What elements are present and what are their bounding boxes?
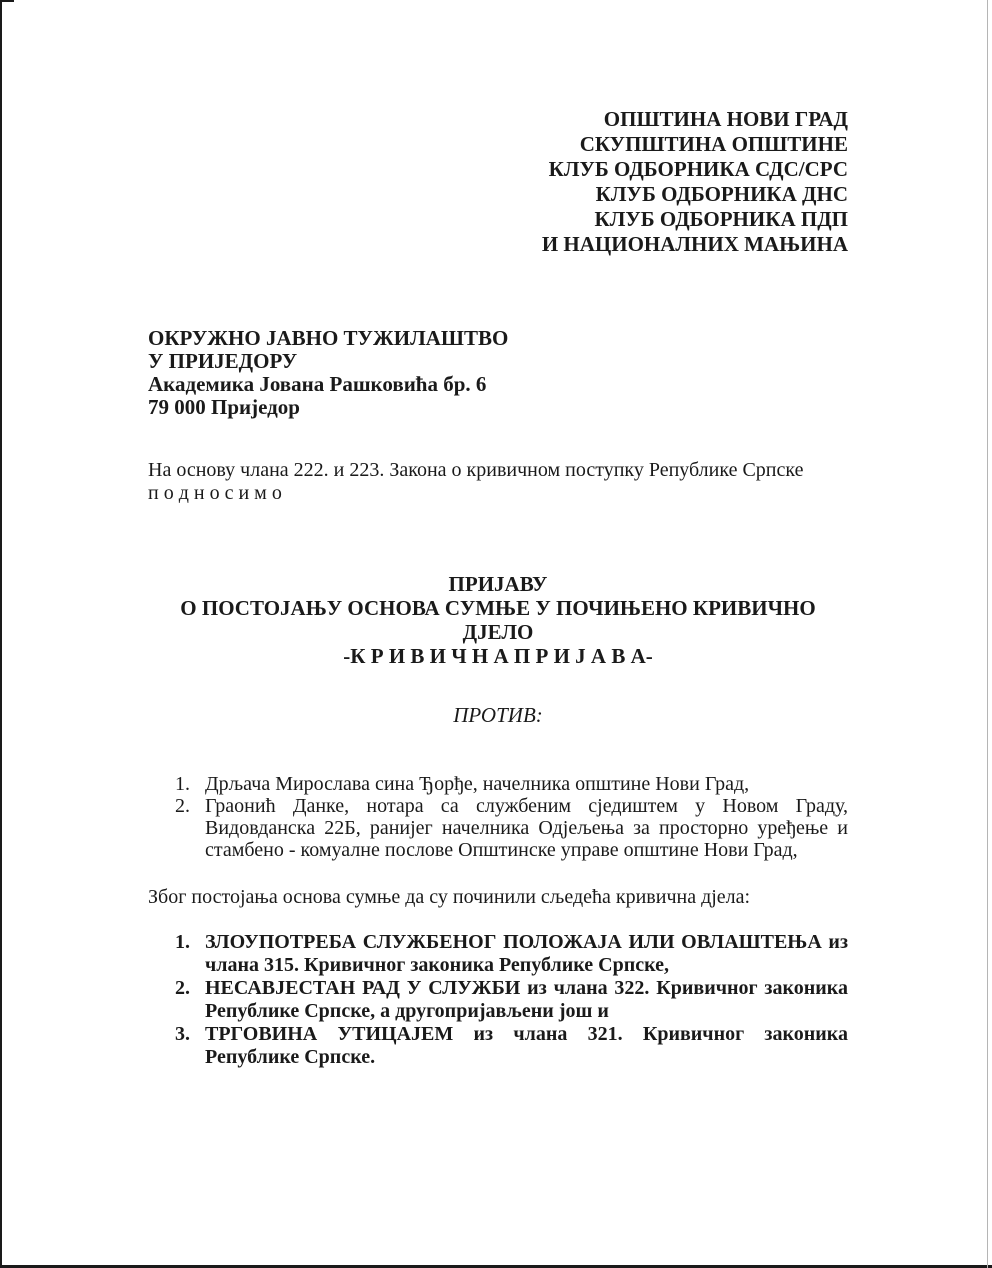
recipient-line: Академика Јована Рашковића бр. 6	[148, 372, 487, 396]
offense-item	[175, 931, 848, 977]
sender-line: ОПШТИНА НОВИ ГРАД	[603, 107, 848, 131]
offense-item-number: 3.	[175, 1023, 190, 1045]
offense-item-text: ЗЛОУПОТРЕБА СЛУЖБЕНОГ ПОЛОЖАЈА ИЛИ ОВЛАШТЕЊА из члана 315. Кривичног законика Републике Српске,	[205, 931, 848, 976]
accused-item-text: Дрљача Мирослава сина Ђорђе, начелника општине Нови Град,	[205, 773, 750, 795]
recipient-line: ОКРУЖНО ЈАВНО ТУЖИЛАШТВО	[148, 326, 509, 350]
offense-item-text: НЕСАВЈЕСТАН РАД У СЛУЖБИ из члана 322. Кривичног законика Републике Српске, а другопријављени још и	[205, 977, 848, 1022]
against-heading: ПРОТИВ:	[453, 703, 543, 727]
page-right-edge-line	[987, 0, 988, 1268]
accused-item-number: 1.	[175, 773, 190, 795]
criminal-offenses-list	[175, 931, 848, 1069]
accused-item-text: Граонић Данке, нотара са службеним сједиштем у Новом Граду, Видовданска 22Б, ранијег начелника Одјељења за просторно уређење и стамбено - комуалне послове Општинске управе општине Нови Град,	[205, 795, 848, 861]
recipient-line: 79 000 Приједор	[148, 395, 300, 419]
title-line: О ПОСТОЈАЊУ ОСНОВА СУМЊЕ У ПОЧИЊЕНО КРИВИЧНО ДЈЕЛО	[180, 596, 816, 644]
sender-header-block	[542, 107, 848, 257]
legal-basis-submit-word: п о д н о с и м о	[148, 482, 282, 504]
recipient-line: У ПРИЈЕДОРУ	[148, 349, 298, 373]
offense-item	[175, 977, 848, 1023]
sender-line: СКУПШТИНА ОПШТИНЕ	[579, 132, 848, 156]
sender-line: КЛУБ ОДБОРНИКА СДС/СРС	[548, 157, 848, 181]
accused-item-number: 2.	[175, 795, 190, 817]
offense-item-text: ТРГОВИНА УТИЦАЈЕМ из члана 321. Кривичног законика Републике Српске.	[205, 1023, 848, 1068]
offense-item-number: 2.	[175, 977, 190, 999]
accused-item	[175, 773, 848, 795]
offense-item-number: 1.	[175, 931, 190, 953]
sender-line: КЛУБ ОДБОРНИКА ДНС	[595, 182, 848, 206]
sender-line: И НАЦИОНАЛНИХ МАЊИНА	[541, 232, 848, 256]
offense-item	[175, 1023, 848, 1069]
legal-basis-paragraph	[148, 459, 848, 505]
accused-item	[175, 795, 848, 861]
recipient-address-block	[148, 327, 508, 419]
grounds-paragraph: Због постојања основа сумње да су починили сљедећа кривична дјела:	[148, 886, 751, 908]
document-title-block	[148, 572, 848, 668]
sender-line: КЛУБ ОДБОРНИКА ПДП	[594, 207, 848, 231]
page-left-edge-line	[0, 0, 2, 1268]
legal-basis-intro: На основу члана 222. и 223. Закона о кривичном поступку Републике Српске	[148, 459, 804, 481]
page-topleft-corner-tick	[0, 0, 14, 2]
title-line: -К Р И В И Ч Н А П Р И Ј А В А-	[343, 644, 653, 668]
title-line: ПРИЈАВУ	[448, 572, 548, 596]
accused-persons-list	[175, 773, 848, 861]
